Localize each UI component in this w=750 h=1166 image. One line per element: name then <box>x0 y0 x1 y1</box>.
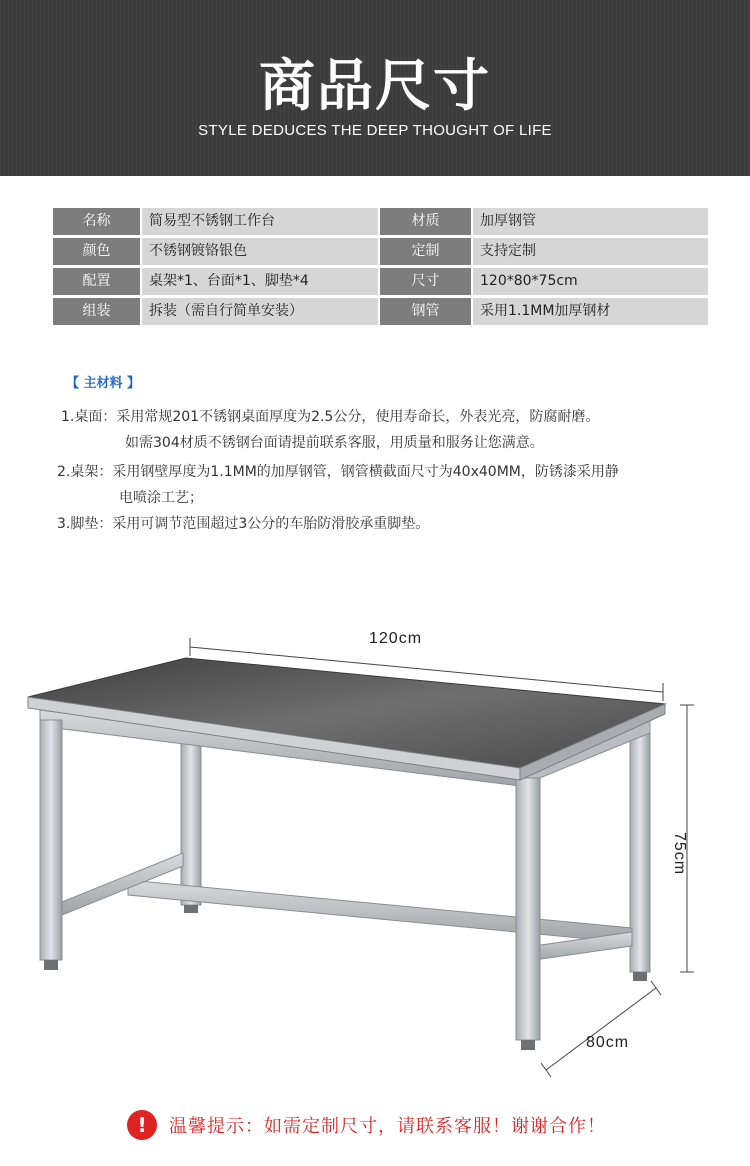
material-line: 电喷涂工艺； <box>119 490 203 506</box>
spec-value: 120*80*75cm <box>473 268 708 295</box>
spec-label: 定制 <box>380 238 471 265</box>
spec-row <box>53 208 708 235</box>
spec-label: 组装 <box>53 298 140 325</box>
dimension-length: 120cm <box>369 630 423 647</box>
page-subtitle: STYLE DEDUCES THE DEEP THOUGHT OF LIFE <box>198 122 552 139</box>
spec-label: 颜色 <box>53 238 140 265</box>
dimension-depth: 80cm <box>586 1034 630 1051</box>
spec-value: 支持定制 <box>473 238 708 265</box>
dimension-height: 75cm <box>671 832 688 876</box>
table-dimension-diagram <box>0 600 750 1100</box>
spec-value: 加厚钢管 <box>473 208 708 235</box>
page-title: 商品尺寸 <box>259 54 491 119</box>
workbench-illustration <box>0 600 750 1100</box>
spec-label: 尺寸 <box>380 268 471 295</box>
spec-label: 名称 <box>53 208 140 235</box>
material-line: 1.桌面：采用常规201不锈钢桌面厚度为2.5公分，使用寿命长，外表光亮，防腐耐磨。 <box>61 409 600 425</box>
spec-row <box>53 268 708 295</box>
spec-label: 材质 <box>380 208 471 235</box>
spec-value: 桌架*1、台面*1、脚垫*4 <box>142 268 378 295</box>
spec-label: 钢管 <box>380 298 471 325</box>
material-line: 如需304材质不锈钢台面请提前联系客服，用质量和服务让您满意。 <box>125 435 544 451</box>
header-banner <box>0 0 750 176</box>
spec-value: 采用1.1MM加厚钢材 <box>473 298 708 325</box>
spec-row <box>53 238 708 265</box>
spec-label: 配置 <box>53 268 140 295</box>
material-line: 3.脚垫：采用可调节范围超过3公分的车胎防滑胶承重脚垫。 <box>57 516 430 532</box>
spec-row <box>53 298 708 325</box>
notice-bar <box>127 1108 606 1142</box>
material-line: 2.桌架：采用钢壁厚度为1.1MM的加厚钢管，钢管横截面尺寸为40x40MM，防锈漆采用静 <box>57 464 619 480</box>
spec-value: 不锈钢镀铬银色 <box>142 238 378 265</box>
materials-title: 【 主材料 】 <box>66 376 141 391</box>
notice-text: 温馨提示：如需定制尺寸，请联系客服！谢谢合作！ <box>169 1116 606 1137</box>
spec-table <box>53 208 708 328</box>
warning-icon: ! <box>127 1110 157 1140</box>
spec-value: 简易型不锈钢工作台 <box>142 208 378 235</box>
spec-value: 拆装（需自行简单安装） <box>142 298 378 325</box>
